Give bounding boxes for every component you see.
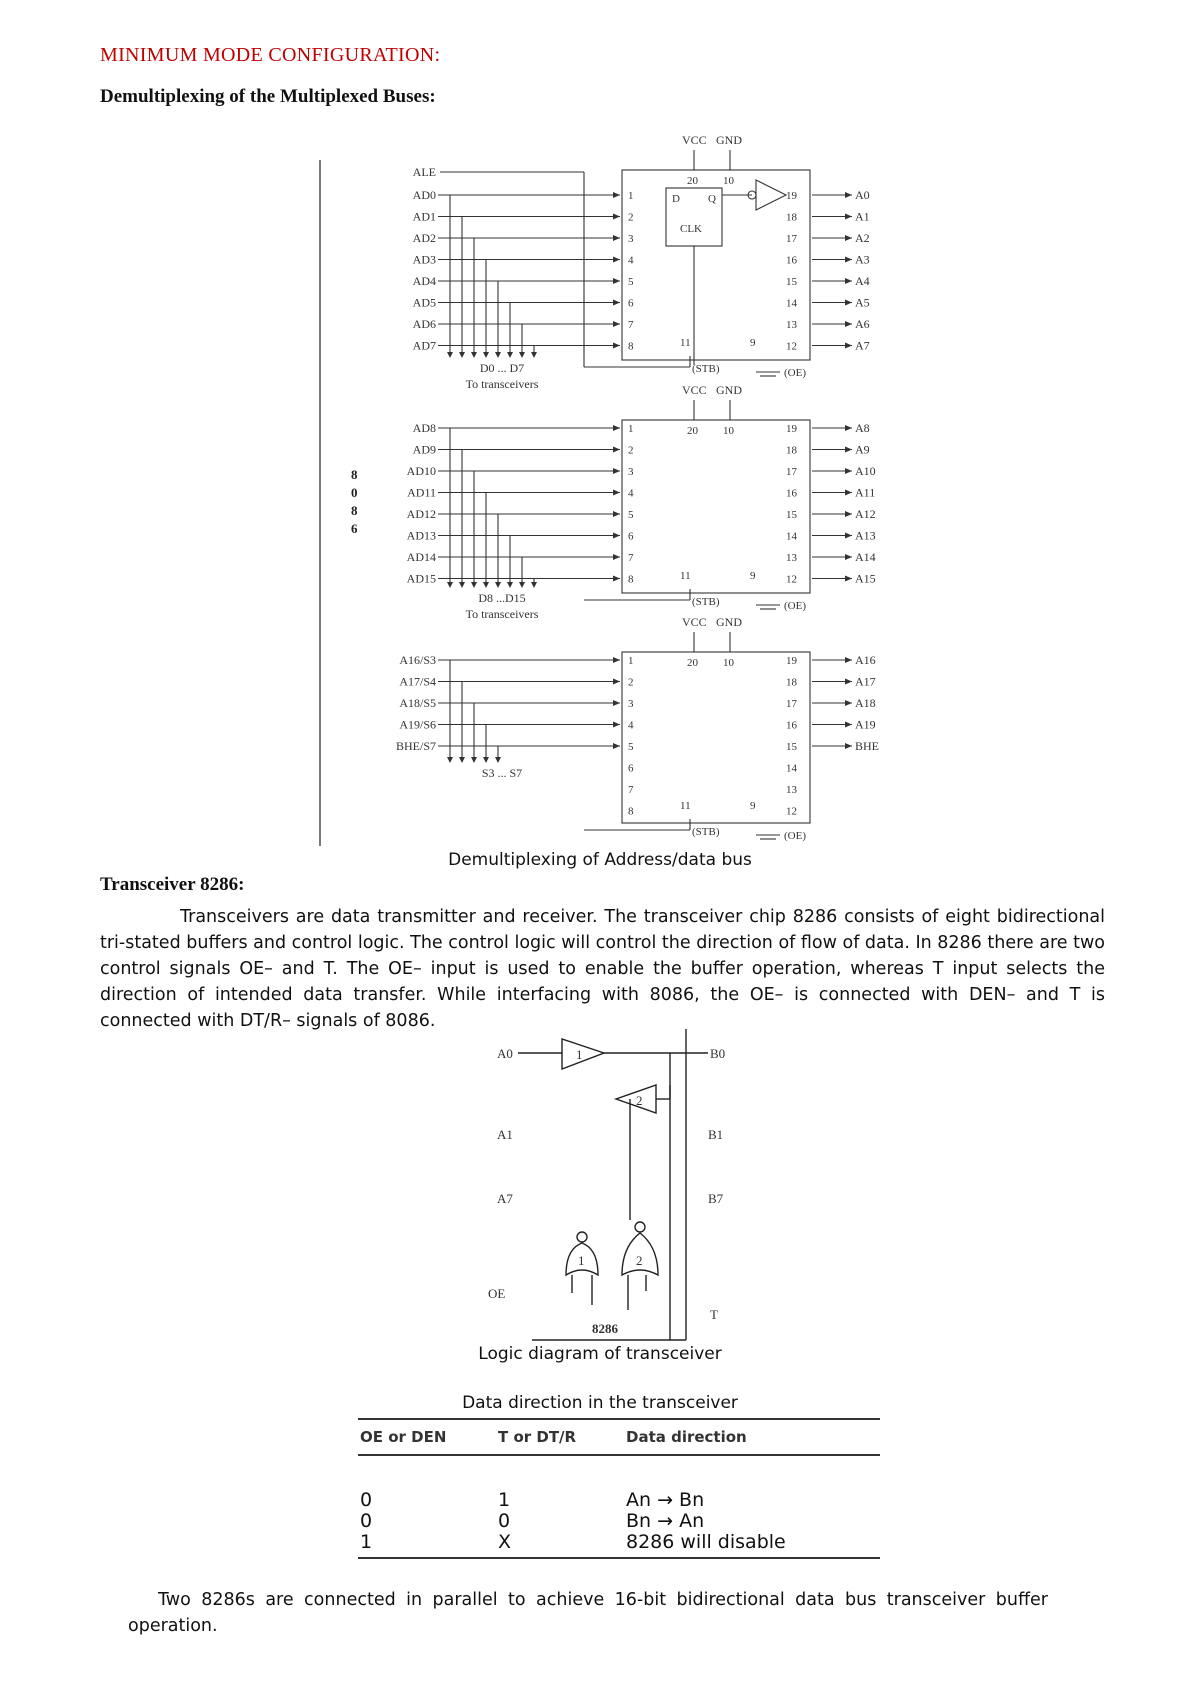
table-row xyxy=(358,1490,880,1511)
arrow xyxy=(613,214,620,220)
arrow xyxy=(845,743,852,749)
arrow xyxy=(845,722,852,728)
pin-10: 10 xyxy=(723,175,734,187)
output-signal: A16 xyxy=(855,653,876,667)
arrow xyxy=(845,257,852,263)
arrow xyxy=(613,554,620,560)
cpu-label-char: 8 xyxy=(351,467,358,482)
output-pin: 12 xyxy=(786,805,797,818)
input-pin: 5 xyxy=(628,741,634,753)
arrow xyxy=(519,582,525,588)
arrow xyxy=(507,352,513,358)
buffer-1-label: 1 xyxy=(576,1047,583,1062)
output-pin: 17 xyxy=(786,698,797,710)
chip-label: 8286 xyxy=(592,1321,618,1336)
pin-11: 11 xyxy=(680,337,691,349)
input-pin: 7 xyxy=(628,784,634,796)
data-direction-table xyxy=(358,1418,880,1559)
output-pin: 18 xyxy=(786,444,797,457)
cell: 8286 will disable xyxy=(626,1531,786,1553)
cell: An → Bn xyxy=(626,1489,705,1511)
bus-sublabel: To transceivers xyxy=(465,377,539,391)
arrow xyxy=(471,352,477,358)
input-signal: AD9 xyxy=(412,442,436,457)
latch-chip-3 xyxy=(622,652,810,823)
paragraph-text: Transceivers are data transmitter and receiver. The transceiver chip 8286 consists of eight bidirectional tri-stated buffers and control logic. The control logic will control the direction of flow of data. In 8286 there are two control signals OE– and T. The OE– input is used to enable the buffer operation, whereas T input selects the direction of intended data transfer. While interfacing with 8086, the OE– is connected with DEN– and T is connected with DT/R– signals of 8086. xyxy=(100,907,1105,1031)
arrow xyxy=(613,490,620,496)
input-pin: 7 xyxy=(628,552,634,564)
header-t: T or DT/R xyxy=(498,1428,577,1446)
output-pin: 14 xyxy=(786,530,797,543)
arrow xyxy=(613,278,620,284)
arrow xyxy=(483,582,489,588)
arrow xyxy=(495,582,501,588)
output-pin: 19 xyxy=(786,655,797,667)
output-pin: 13 xyxy=(786,552,797,564)
input-pin: 7 xyxy=(628,319,634,331)
output-signal: A0 xyxy=(855,188,870,202)
cell: 1 xyxy=(360,1531,373,1553)
arrow xyxy=(613,722,620,728)
pin-20: 20 xyxy=(687,425,698,437)
pin-9: 9 xyxy=(750,570,756,582)
arrow xyxy=(447,352,453,358)
output-pin: 18 xyxy=(786,676,797,689)
cpu-label-char: 8 xyxy=(351,503,358,518)
output-pin: 18 xyxy=(786,211,797,224)
arrow xyxy=(507,582,513,588)
arrow xyxy=(845,657,852,663)
transceiver-caption: Logic diagram of transceiver xyxy=(478,1344,722,1364)
arrow xyxy=(459,352,465,358)
table-row xyxy=(358,1532,880,1553)
cpu-label-char: 0 xyxy=(351,485,358,500)
arrow xyxy=(613,657,620,663)
arrow xyxy=(845,468,852,474)
input-pin: 8 xyxy=(628,340,634,353)
output-pin: 17 xyxy=(786,233,797,245)
output-pin: 16 xyxy=(786,254,797,267)
arrow xyxy=(845,321,852,327)
a0-label: A0 xyxy=(497,1046,513,1061)
output-pin: 15 xyxy=(786,276,797,288)
input-signal: AD10 xyxy=(406,464,436,478)
output-pin: 12 xyxy=(786,340,797,353)
table-row xyxy=(358,1511,880,1532)
ale-label: ALE xyxy=(412,165,436,179)
input-signal: AD8 xyxy=(412,421,436,435)
input-pin: 3 xyxy=(628,233,634,245)
stb-label: (STB) xyxy=(692,363,720,375)
cell: 1 xyxy=(498,1489,511,1511)
input-signal: AD6 xyxy=(412,317,436,331)
gate-2-label: 2 xyxy=(636,1253,643,1268)
output-pin: 19 xyxy=(786,190,797,202)
pin-20: 20 xyxy=(687,175,698,187)
output-pin: 14 xyxy=(786,297,797,310)
arrow xyxy=(845,214,852,220)
input-signal: A16/S3 xyxy=(399,653,436,667)
bus-sublabel: To transceivers xyxy=(465,607,539,621)
input-signal: AD13 xyxy=(406,528,436,543)
input-signal: AD1 xyxy=(412,209,436,224)
arrow xyxy=(447,757,453,763)
latch-q: Q xyxy=(708,193,716,205)
arrow xyxy=(845,343,852,349)
output-signal: A19 xyxy=(855,717,876,732)
input-pin: 5 xyxy=(628,509,634,521)
arrow xyxy=(483,757,489,763)
arrow xyxy=(531,352,537,358)
output-signal: A3 xyxy=(855,252,870,267)
vcc-label: VCC xyxy=(682,133,707,147)
input-pin: 1 xyxy=(628,655,634,667)
latch-chip-2 xyxy=(622,420,810,593)
arrow xyxy=(613,425,620,431)
cell: 0 xyxy=(360,1510,373,1532)
arrow xyxy=(471,582,477,588)
arrow xyxy=(531,582,537,588)
input-pin: 1 xyxy=(628,190,634,202)
arrow xyxy=(613,257,620,263)
output-signal: BHE xyxy=(855,739,879,753)
arrow xyxy=(845,554,852,560)
buffer-2-label: 2 xyxy=(636,1093,643,1108)
arrow xyxy=(845,278,852,284)
header-oe: OE or DEN xyxy=(360,1428,447,1446)
pin-10: 10 xyxy=(723,425,734,437)
output-pin: 15 xyxy=(786,741,797,753)
pin-11: 11 xyxy=(680,800,691,812)
output-signal: A17 xyxy=(855,674,876,689)
arrow xyxy=(845,192,852,198)
output-pin: 14 xyxy=(786,762,797,775)
input-pin: 6 xyxy=(628,297,634,310)
input-signal: AD7 xyxy=(412,338,436,353)
arrow xyxy=(845,425,852,431)
latch-clk: CLK xyxy=(680,223,702,235)
arrow xyxy=(845,300,852,306)
input-signal: AD4 xyxy=(412,274,436,288)
output-signal: A9 xyxy=(855,442,870,457)
arrow xyxy=(613,192,620,198)
output-pin: 19 xyxy=(786,423,797,435)
arrow xyxy=(447,582,453,588)
oe-label: (OE) xyxy=(784,600,806,612)
arrow xyxy=(845,447,852,453)
output-pin: 13 xyxy=(786,784,797,796)
section-heading-demux: Demultiplexing of the Multiplexed Buses: xyxy=(100,86,436,107)
stb-label: (STB) xyxy=(692,596,720,608)
arrow xyxy=(845,533,852,539)
oe-label: OE xyxy=(488,1286,506,1301)
output-signal: A8 xyxy=(855,421,870,435)
output-pin: 15 xyxy=(786,509,797,521)
input-signal: AD14 xyxy=(406,550,436,564)
pin-10: 10 xyxy=(723,657,734,669)
pin-20: 20 xyxy=(687,657,698,669)
arrow xyxy=(845,490,852,496)
parallel-paragraph: Two 8286s are connected in parallel to achieve 16-bit bidirectional data bus transceiver buffer operation. xyxy=(128,1590,1048,1636)
input-signal: AD11 xyxy=(407,485,436,500)
input-pin: 2 xyxy=(628,444,634,457)
b0-label: B0 xyxy=(710,1046,726,1061)
output-signal: A18 xyxy=(855,696,876,710)
output-signal: A14 xyxy=(855,550,876,564)
vcc-label: VCC xyxy=(682,383,707,397)
demux-caption: Demultiplexing of Address/data bus xyxy=(448,850,752,870)
cell: X xyxy=(498,1531,512,1553)
input-pin: 8 xyxy=(628,573,634,586)
table-header xyxy=(358,1418,880,1456)
output-signal: A12 xyxy=(855,507,876,521)
output-pin: 13 xyxy=(786,319,797,331)
arrow xyxy=(613,343,620,349)
output-signal: A5 xyxy=(855,295,870,310)
input-pin: 6 xyxy=(628,530,634,543)
output-signal: A11 xyxy=(855,485,876,500)
latch-d: D xyxy=(672,193,680,205)
arrow xyxy=(845,576,852,582)
input-signal: A19/S6 xyxy=(399,717,436,732)
bus-label: D0 ... D7 xyxy=(479,361,525,375)
input-signal: A17/S4 xyxy=(399,674,436,689)
pin-9: 9 xyxy=(750,800,756,812)
transceiver-logic-diagram xyxy=(0,1025,1200,1345)
arrow xyxy=(613,576,620,582)
input-pin: 8 xyxy=(628,805,634,818)
input-pin: 3 xyxy=(628,466,634,478)
input-signal: AD5 xyxy=(412,295,436,310)
pin-11: 11 xyxy=(680,570,691,582)
arrow xyxy=(495,757,501,763)
output-signal: A13 xyxy=(855,528,876,543)
arrow xyxy=(613,700,620,706)
input-pin: 1 xyxy=(628,423,634,435)
arrow xyxy=(613,533,620,539)
gnd-label: GND xyxy=(716,383,742,397)
gnd-label: GND xyxy=(716,133,742,147)
output-pin: 16 xyxy=(786,719,797,732)
arrow xyxy=(613,235,620,241)
gate-1-label: 1 xyxy=(578,1253,585,1268)
input-pin: 4 xyxy=(628,254,634,267)
output-pin: 16 xyxy=(786,487,797,500)
page-heading: MINIMUM MODE CONFIGURATION: xyxy=(100,44,441,66)
input-signal: AD15 xyxy=(406,571,436,586)
header-direction: Data direction xyxy=(626,1428,747,1446)
arrow xyxy=(495,352,501,358)
transceiver-paragraph xyxy=(100,904,1105,1034)
input-pin: 4 xyxy=(628,719,634,732)
vcc-label: VCC xyxy=(682,615,707,629)
output-signal: A10 xyxy=(855,464,876,478)
bus-label: S3 ... S7 xyxy=(481,766,523,780)
output-pin: 12 xyxy=(786,573,797,586)
t-label: T xyxy=(710,1307,718,1322)
section-heading-transceiver: Transceiver 8286: xyxy=(100,874,245,895)
output-signal: A15 xyxy=(855,571,876,586)
input-signal: A18/S5 xyxy=(399,696,436,710)
output-pin: 17 xyxy=(786,466,797,478)
arrow xyxy=(613,511,620,517)
cell: Bn → An xyxy=(626,1510,705,1532)
bus-label: D8 ...D15 xyxy=(478,591,526,605)
arrow xyxy=(845,235,852,241)
arrow xyxy=(845,511,852,517)
output-signal: A4 xyxy=(855,274,870,288)
input-pin: 5 xyxy=(628,276,634,288)
arrow xyxy=(613,679,620,685)
arrow xyxy=(845,679,852,685)
stb-label: (STB) xyxy=(692,826,720,838)
a1-label: A1 xyxy=(497,1127,513,1142)
latch-chip-1 xyxy=(622,170,810,360)
table-title: Data direction in the transceiver xyxy=(462,1393,738,1413)
input-signal: AD2 xyxy=(412,231,436,245)
arrow xyxy=(613,743,620,749)
input-pin: 4 xyxy=(628,487,634,500)
output-signal: A7 xyxy=(855,338,870,353)
b1-label: B1 xyxy=(708,1127,724,1142)
arrow xyxy=(613,447,620,453)
input-pin: 6 xyxy=(628,762,634,775)
arrow xyxy=(483,352,489,358)
arrow xyxy=(471,757,477,763)
input-pin: 3 xyxy=(628,698,634,710)
oe-label: (OE) xyxy=(784,830,806,842)
input-signal: BHE/S7 xyxy=(395,739,436,753)
gnd-label: GND xyxy=(716,615,742,629)
oe-label: (OE) xyxy=(784,367,806,379)
arrow xyxy=(459,757,465,763)
input-pin: 2 xyxy=(628,211,634,224)
a7-label: A7 xyxy=(497,1191,513,1206)
arrow xyxy=(519,352,525,358)
cpu-label-char: 6 xyxy=(351,521,358,536)
input-signal: AD0 xyxy=(412,188,436,202)
arrow xyxy=(845,700,852,706)
input-pin: 2 xyxy=(628,676,634,689)
tristate-buffer xyxy=(756,180,786,210)
input-signal: AD12 xyxy=(406,507,436,521)
arrow xyxy=(613,468,620,474)
b7-label: B7 xyxy=(708,1191,724,1206)
cell: 0 xyxy=(498,1510,511,1532)
pin-9: 9 xyxy=(750,337,756,349)
arrow xyxy=(613,321,620,327)
cell: 0 xyxy=(360,1489,373,1511)
arrow xyxy=(459,582,465,588)
output-signal: A1 xyxy=(855,209,870,224)
output-signal: A6 xyxy=(855,317,870,331)
input-signal: AD3 xyxy=(412,252,436,267)
output-signal: A2 xyxy=(855,231,870,245)
arrow xyxy=(613,300,620,306)
